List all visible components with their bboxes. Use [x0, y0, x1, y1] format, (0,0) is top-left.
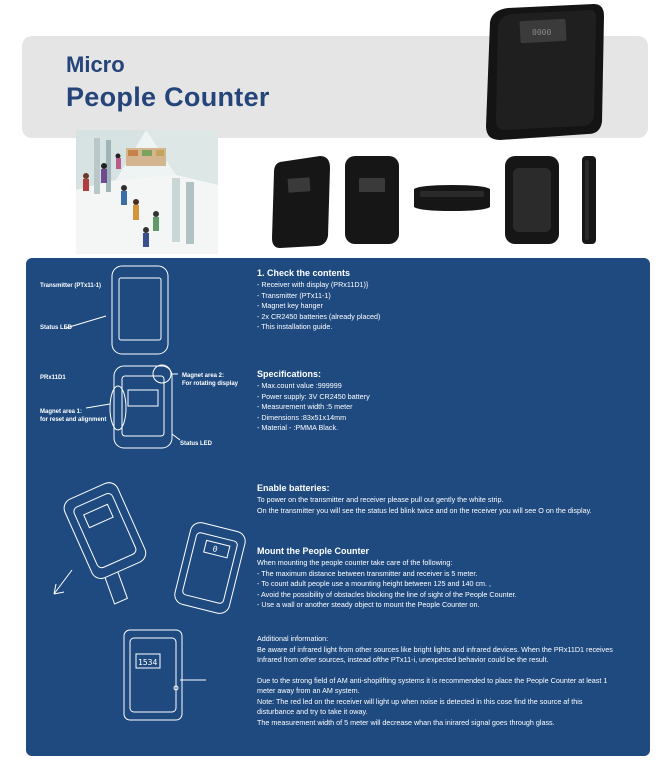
additional-line: Note: The red led on the receiver will light up when noise is detected in this cose find the source af this — [257, 696, 583, 706]
additional-line: The measurement width of 5 meter will decrease whan tha inirared signal goes through glass. — [257, 717, 555, 727]
device-back-view — [503, 154, 561, 246]
magnet-area-2-desc: For rotating display — [182, 381, 239, 387]
additional-line: meter away from an AM system. — [257, 686, 360, 695]
device-front-view — [343, 154, 401, 246]
mount-line: - The maximum distance between transmitter and receiver is 5 meter. — [257, 568, 478, 578]
specifications-heading: Specifications: — [257, 369, 322, 379]
status-led-label-2: Status LED — [180, 441, 213, 447]
status-led-pointer-2 — [172, 434, 180, 440]
transmitter-label: Transmitter (PTx11-1) — [40, 283, 102, 289]
hero-device-image — [482, 0, 608, 142]
transmitter-screen-outline — [119, 278, 161, 340]
page-title: People Counter — [66, 82, 270, 112]
device-diagrams — [26, 258, 256, 756]
additional-info-section — [257, 634, 613, 728]
spec-item: - Material - :PMMA Black. — [257, 423, 339, 432]
hero-display-readout: 0000 — [532, 28, 552, 37]
mount-line: When mounting the people counter take care of the following: — [257, 558, 453, 567]
check-item: - Magnet key hanger — [257, 301, 323, 310]
mount-line: - To count adult people use a mounting height between 125 and 140 cm. , — [257, 579, 492, 588]
pull-arrow — [54, 570, 72, 594]
magnet-area-2-outline — [153, 365, 171, 383]
store-illustration — [76, 130, 218, 254]
check-item: - Transmitter (PTx11-1) — [257, 290, 331, 300]
additional-line: Infrared from other sources, instead ofthe PTx11-i, unexpected behavior could be the result. — [257, 655, 549, 664]
powered-display-readout: 0 — [211, 544, 219, 555]
magnet-area-2-label: Magnet area 2: — [182, 373, 225, 379]
additional-info-heading: Additional information: — [257, 634, 329, 643]
device-angled-view — [270, 154, 334, 250]
enable-batteries-section — [257, 482, 592, 516]
status-led-label-1: Status LED — [40, 325, 73, 331]
additional-line: Be aware of infrared light from other sources like bright lights and infrared devices. When the PRx11D1 receives — [257, 644, 613, 654]
device-side-view — [410, 183, 494, 213]
check-item: - This installation guide. — [257, 322, 333, 331]
mount-line: - Avoid the possibility of obstacles blocking the line of sight of the People Counter. — [257, 589, 517, 599]
spec-item: - Dimensions :83x51x14mm — [257, 412, 347, 422]
transmitter-outline — [112, 266, 168, 354]
magnet-area-1-desc: for reset and alignment — [40, 417, 107, 423]
mount-heading: Mount the People Counter — [257, 546, 369, 556]
spec-item: - Power supply: 3V CR2450 battery — [257, 391, 370, 401]
magnet-area-1-outline — [110, 386, 126, 430]
check-contents-heading: 1. Check the contents — [257, 268, 351, 278]
mount-line: - Use a wall or another steady object to mount the People Counter on. — [257, 600, 480, 609]
mounted-device-outline — [124, 630, 182, 720]
mounted-display-readout: 1534 — [138, 658, 158, 667]
batteries-line: To power on the transmitter and receiver please pull out gently the white strip. — [257, 495, 504, 504]
receiver-label: PRx11D1 — [40, 375, 66, 381]
specifications-section — [257, 368, 370, 434]
magnet-area-1-pointer — [86, 404, 110, 408]
check-item: - Receiver with display (PRx11D1)} — [257, 280, 369, 289]
check-contents-section — [257, 267, 380, 333]
receiver-display-outline — [128, 390, 158, 406]
enable-batteries-heading: Enable batteries: — [257, 483, 330, 493]
batteries-line: On the transmitter you will see the status led blink twice and on the receiver you will see O on the display. — [257, 505, 592, 515]
magnet-area-1-label: Magnet area 1: — [40, 409, 83, 415]
mount-section — [257, 545, 517, 611]
device-edge-view — [580, 154, 598, 246]
additional-line: Due to the strong field of AM anti-shoplifting systems it is recommended to place the People Counter at least 1 — [257, 675, 608, 685]
page-subtitle: Micro — [66, 52, 125, 77]
spec-item: - Max.count value :999999 — [257, 381, 342, 390]
additional-line: disturbance and try to take it oway. — [257, 707, 368, 716]
check-item: - 2x CR2450 batteries (already placed) — [257, 311, 381, 321]
spec-item: - Measurement width :5 meter — [257, 402, 353, 411]
